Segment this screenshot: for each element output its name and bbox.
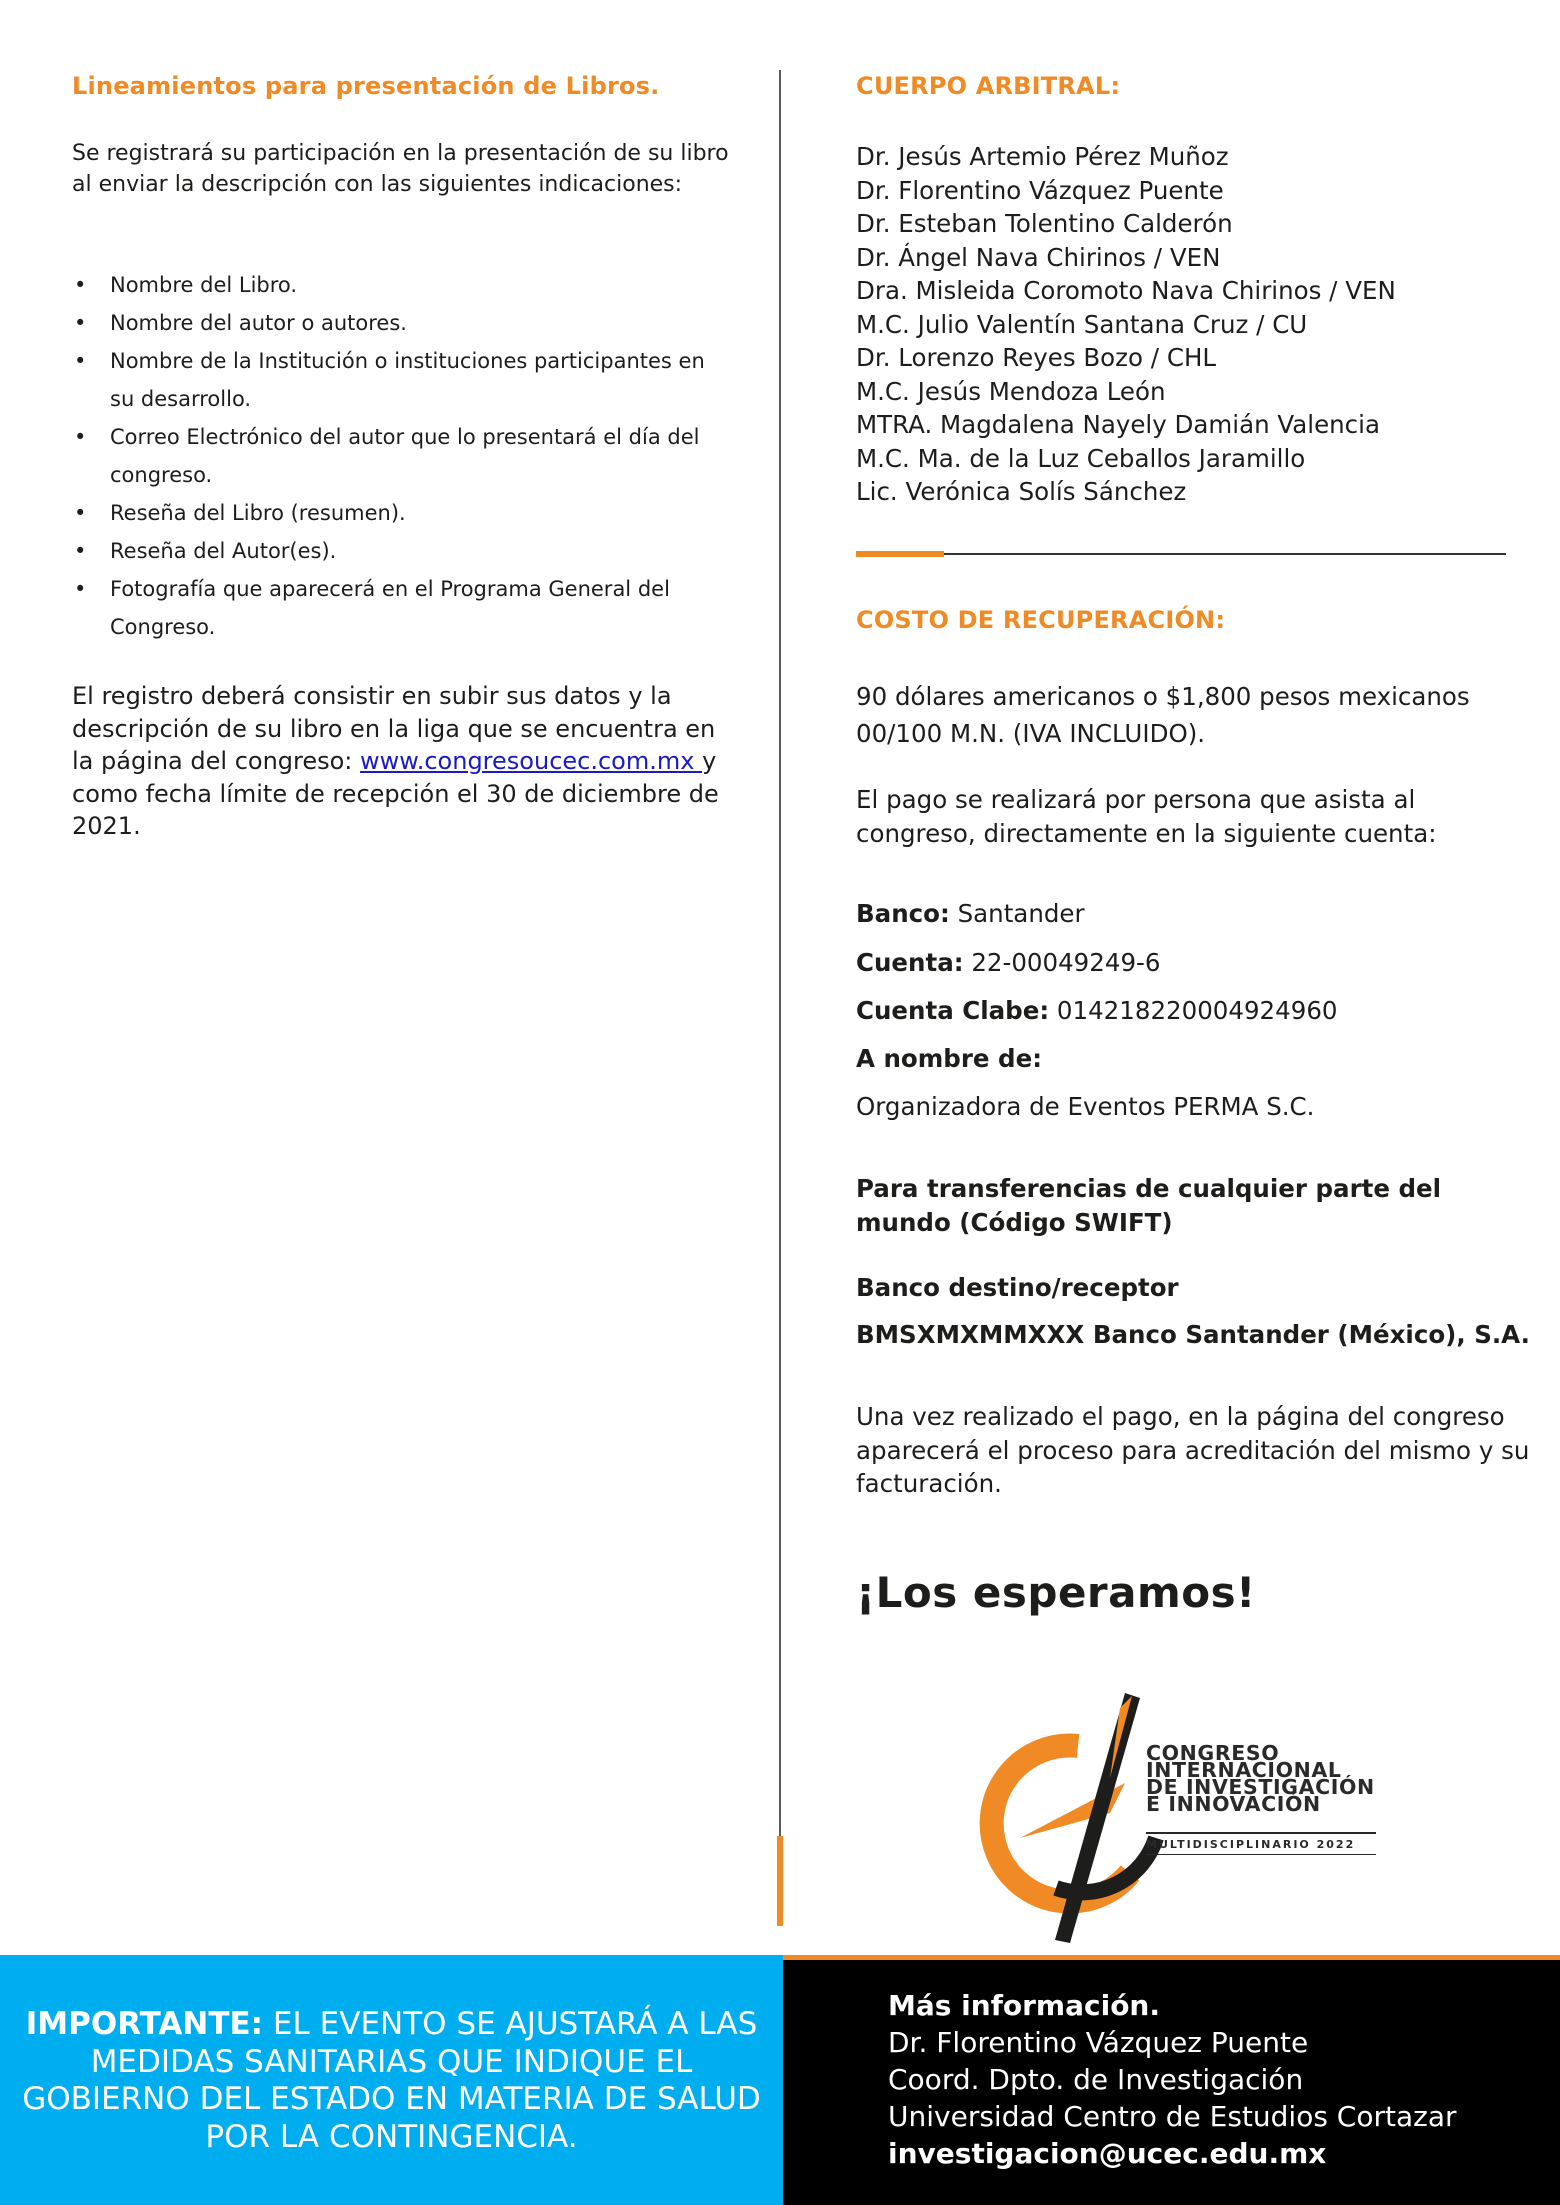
important-label: IMPORTANTE: xyxy=(25,2006,264,2042)
cost-text: 90 dólares americanos o $1,800 pesos mexicanos 00/100 M.N. (IVA INCLUIDO). xyxy=(856,682,1470,748)
list-item: • Reseña del Libro (resumen). xyxy=(72,494,732,532)
clabe-value: 014218220004924960 xyxy=(1049,996,1338,1025)
congress-website-link[interactable]: www.congresoucec.com.mx xyxy=(360,747,703,775)
after-payment-text: Una vez realizado el pago, en la página del congreso aparecerá el proceso para acreditación del mismo y su facturación. xyxy=(856,1402,1530,1498)
bank-value: Santander xyxy=(949,899,1085,928)
referee-item: M.C. Julio Valentín Santana Cruz / CU xyxy=(856,309,1308,339)
logo-rule xyxy=(1146,1854,1376,1855)
info-band-accent xyxy=(783,1955,1560,1960)
logo-line: DE INVESTIGACIÓN xyxy=(1146,1775,1375,1799)
clabe-label: Cuenta Clabe: xyxy=(856,996,1050,1025)
list-item: • Nombre del autor o autores. xyxy=(72,304,732,342)
referee-item: Dr. Jesús Artemio Pérez Muñoz xyxy=(856,142,1229,171)
info-title: Más información. xyxy=(888,1989,1161,2022)
important-text: EL EVENTO SE AJUSTARÁ A LAS MEDIDAS SANITARIAS QUE INDIQUE EL GOBIERNO DEL ESTADO EN MATERIA DE SALUD POR LA CONTINGENCIA. xyxy=(22,2006,761,2155)
closing-message: ¡Los esperamos! xyxy=(856,1568,1256,1617)
book-guidelines-intro: Se registrará su participación en la presentación de su libro al enviar la descripción con las siguientes indicaciones: xyxy=(72,141,729,197)
destination-bank-value: BMSXMXMMXXX Banco Santander (México), S.A. xyxy=(856,1320,1530,1349)
logo-rule xyxy=(1146,1832,1376,1834)
info-name: Dr. Florentino Vázquez Puente xyxy=(888,2026,1309,2059)
referee-item: Lic. Verónica Solís Sánchez xyxy=(856,477,1187,506)
payment-text: El pago se realizará por persona que asista al congreso, directamente en la siguiente cuenta: xyxy=(856,785,1437,848)
logo-line: E INNOVACIÓN xyxy=(1146,1792,1321,1816)
referee-item: Dr. Esteban Tolentino Calderón xyxy=(856,209,1233,238)
logo-line: CONGRESO xyxy=(1146,1741,1280,1765)
list-item: • Nombre de la Institución o instituciones participantes en su desarrollo. xyxy=(72,342,732,418)
account-value: 22-00049249-6 xyxy=(963,948,1161,977)
referee-item: Dra. Misleida Coromoto Nava Chirinos / VEN xyxy=(856,276,1396,305)
referee-item: M.C. Jesús Mendoza León xyxy=(856,376,1166,406)
column-divider xyxy=(779,70,781,1840)
registration-paragraph xyxy=(72,680,732,843)
referee-item: Dr. Ángel Nava Chirinos / VEN xyxy=(856,242,1221,272)
column-divider-accent xyxy=(777,1836,783,1926)
contact-info xyxy=(888,1987,1457,2172)
bank-label: Banco: xyxy=(856,899,950,928)
referee-item: Dr. Lorenzo Reyes Bozo / CHL xyxy=(856,343,1217,372)
referee-item: Dr. Florentino Vázquez Puente xyxy=(856,175,1224,205)
list-item: • Nombre del Libro. xyxy=(72,266,732,304)
important-notice xyxy=(20,2006,763,2156)
referee-item: MTRA. Magdalena Nayely Damián Valencia xyxy=(856,410,1380,439)
holder-value: Organizadora de Eventos PERMA S.C. xyxy=(856,1092,1315,1121)
swift-title: Para transferencias de cualquier parte del mundo (Código SWIFT) xyxy=(856,1174,1442,1237)
referees-title: CUERPO ARBITRAL: xyxy=(856,72,1121,100)
list-item: • Fotografía que aparecerá en el Programa General del Congreso. xyxy=(72,570,732,646)
bank-row xyxy=(856,897,1085,931)
referees-list xyxy=(856,140,1396,509)
section-separator-accent xyxy=(856,551,944,557)
book-guidelines-title: Lineamientos para presentación de Libros. xyxy=(72,72,660,100)
info-university: Universidad Centro de Estudios Cortazar xyxy=(888,2100,1457,2133)
referee-item: M.C. Ma. de la Luz Ceballos Jaramillo xyxy=(856,443,1306,473)
logo-line: INTERNACIONAL xyxy=(1146,1758,1342,1782)
registration-deadline-text: y como fecha límite de recepción el 30 de diciembre de 2021. xyxy=(72,747,719,840)
contact-email-link[interactable]: investigacion@ucec.edu.mx xyxy=(888,2137,1327,2170)
clabe-row xyxy=(856,994,1338,1028)
book-requirements-list xyxy=(72,266,732,646)
info-dept: Coord. Dpto. de Investigación xyxy=(888,2063,1304,2096)
registration-text: El registro deberá consistir en subir sus datos y la descripción de su libro en la liga que se encuentra en la página del congreso: xyxy=(72,682,716,775)
logo-text xyxy=(1146,1741,1375,1816)
section-separator xyxy=(856,553,1506,555)
logo-subtitle: MULTIDISCIPLINARIO 2022 xyxy=(1146,1838,1356,1851)
account-row xyxy=(856,946,1160,980)
list-item: • Correo Electrónico del autor que lo presentará el día del congreso. xyxy=(72,418,732,494)
holder-label: A nombre de: xyxy=(856,1044,1043,1073)
destination-bank-title: Banco destino/receptor xyxy=(856,1273,1179,1302)
cost-title: COSTO DE RECUPERACIÓN: xyxy=(856,606,1226,634)
holder-row xyxy=(856,1042,1042,1076)
account-label: Cuenta: xyxy=(856,948,964,977)
list-item: • Reseña del Autor(es). xyxy=(72,532,732,570)
